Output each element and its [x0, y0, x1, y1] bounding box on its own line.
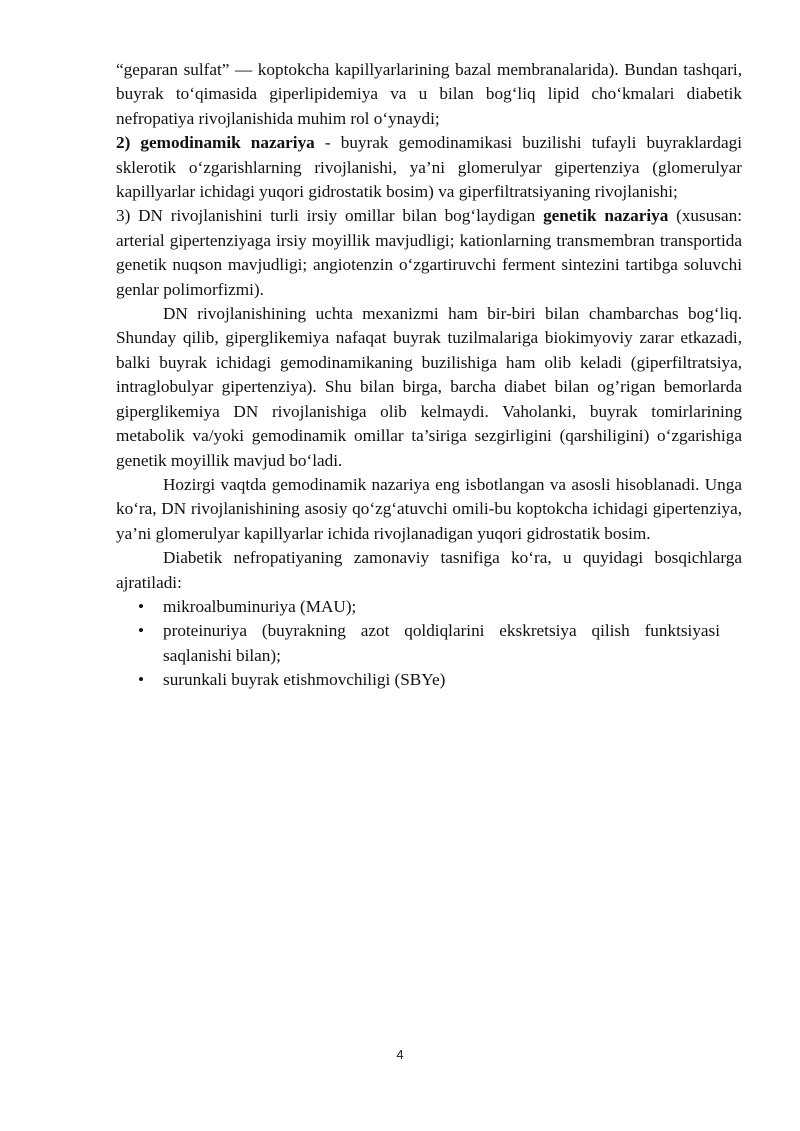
bullet-icon: • [138, 670, 145, 690]
bullet-icon: • [138, 596, 145, 616]
list-item [116, 595, 742, 619]
paragraph-current-theory: Hozirgi vaqtda gemodinamik nazariya eng isbotlangan va asosli hisoblanadi. Unga ko‘ra, DN rivojlanishining asosiy qo‘zg‘atuvchi omili-bu koptokcha ichidagi gipertenziya, ya’ni glomerulyar kapillyarlar ichida rivojlanadigan yuqori gidrostatik bosim. [116, 474, 742, 543]
paragraph-mechanisms: DN rivojlanishining uchta mexanizmi ham bir-biri bilan chambarchas bog‘liq. Shunday qilib, giperglikemiya nafaqat buyrak tuzilmalariga biokimyoviy zarar etkazadi, balki buyrak ichidagi gemodinamikaning buzilishiga ham olib keladi (giperfiltratsiya, intraglobulyar gipertenziya). Shu bilan birga, barcha diabet bilan og’rigan bemorlarda giperglikemiya DN rivojlanishiga olib kelmaydi. Vaholanki, buyrak tomirlarining metabolik va/yoki gemodinamik omillar ta’siriga sezgirligini (qarshiligini) o‘zgarishiga genetik moyillik mavjud bo‘ladi. [116, 304, 742, 470]
list-item [116, 668, 742, 692]
term-hemodynamic-theory: 2) gemodinamik nazariya [116, 133, 315, 153]
page-number: 4 [396, 1047, 404, 1062]
paragraph-classification: Diabetik nefropatiyaning zamonaviy tasnifiga ko‘ra, u quyidagi bosqichlarga ajratiladi: [116, 548, 742, 592]
bullet-icon: • [138, 621, 145, 641]
genetic-theory-intro: 3) DN rivojlanishini turli irsiy omillar bilan bog‘laydigan [116, 206, 544, 226]
list-item-text: mikroalbuminuriya (MAU); [163, 596, 357, 616]
hemodynamic-theory-text: - buyrak gemodinamikasi buzilishi tufayli buyraklardagi sklerotik o‘zgarishlarning rivojlanishi, ya’ni glomerulyar gipertenziya (glomerulyar kapillyarlar ichidagi yuqori gidrostatik bosim) va giperfiltratsiyaning rivojlanishi; [116, 133, 742, 202]
list-item-text: proteinuriya (buyrakning azot qoldiqlarini ekskretsiya qilish funktsiyasi saqlanishi bilan); [163, 621, 720, 665]
list-item-text: surunkali buyrak etishmovchiligi (SBYe) [163, 670, 446, 690]
list-item [116, 619, 742, 668]
genetic-theory-text: (xususan: arterial gipertenziyaga irsiy moyillik mavjudligi; kationlarning transmembran transportida genetik nuqson mavjudligi; angiotenzin o‘zgartiruvchi ferment sintezini tartibga soluvchi genlar polimorfizmi). [116, 206, 742, 299]
paragraph-lipid: “geparan sulfat” — koptokcha kapillyarlarining bazal membranalarida). Bundan tashqari, buyrak to‘qimasida giperlipidemiya va u bilan bog‘liq lipid cho‘kmalari diabetik nefropatiya rivojlanishida muhim rol o‘ynaydi; [116, 60, 742, 128]
body-text [116, 58, 742, 693]
stages-list [116, 595, 742, 693]
paragraph-hemodynamic-theory [116, 131, 742, 204]
paragraph-genetic-theory [116, 204, 742, 302]
term-genetic-theory: genetik nazariya [543, 206, 669, 226]
